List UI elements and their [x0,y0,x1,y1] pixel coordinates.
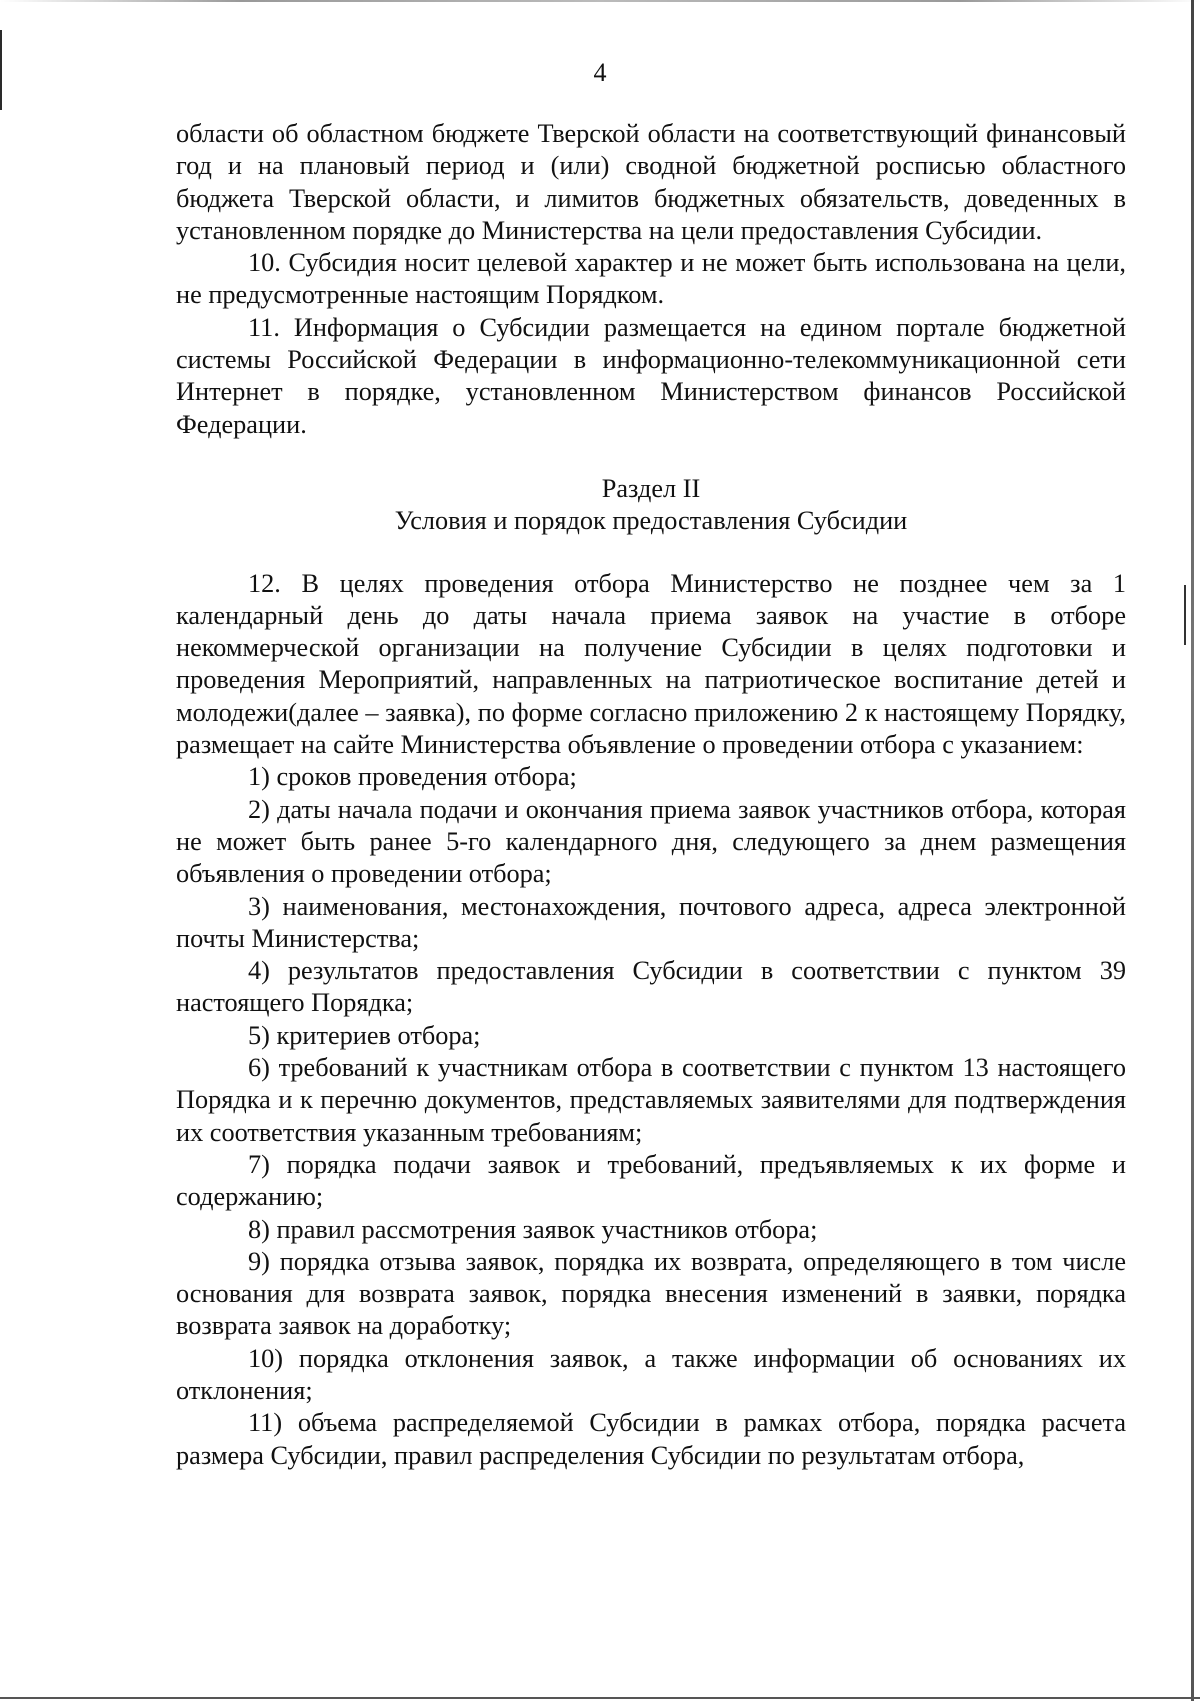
scan-edge-right [1191,0,1194,1701]
paragraph-item-12: 12. В целях проведения отбора Министерство не позднее чем за 1 календарный день до даты начала приема заявок на участие в отборе некоммерческой организации на получение Субсидии в целях подготовки и проведения Мероприятий, направленных на патриотическое воспитание детей и молодежи(далее – заявка), по форме согласно приложению 2 к настоящему Порядку, размещает на сайте Министерства объявление о проведении отбора с указанием: [176,568,1126,760]
list-item: 5) критериев отбора; [248,1020,481,1050]
paragraph-continuation: области об областном бюджете Тверской области на соответствующий финансовый год и на плановый период и (или) сводной бюджетной росписью областного бюджета Тверской области, и лимитов бюджетных обязательств, доведенных в установленном порядке до Министерства на цели предоставления Субсидии. [176,119,1126,245]
document-body [176,118,1126,1472]
section-label: Раздел II [601,473,701,503]
paragraph-item-10: 10. Субсидия носит целевой характер и не может быть использована на цели, не предусмотренные настоящим Порядком. [176,248,1126,310]
scan-edge-top [0,0,1200,2]
list-item: 11) объема распределяемой Субсидии в рамках отбора, порядка расчета размера Субсидии, правил распределения Субсидии по результатам отбора, [176,1408,1126,1470]
list-item: 10) порядка отклонения заявок, а также информации об основаниях их отклонения; [176,1343,1126,1405]
scan-edge-bottom [0,1697,1200,1699]
list-item: 2) даты начала подачи и окончания приема заявок участников отбора, которая не может быть ранее 5-го календарного дня, следующего за днем размещения объявления о проведении отбора; [176,794,1126,889]
list-item: 1) сроков проведения отбора; [248,762,577,792]
list-item: 7) порядка подачи заявок и требований, предъявляемых к их форме и содержанию; [176,1149,1126,1212]
list-item: 8) правил рассмотрения заявок участников отбора; [248,1214,818,1244]
list-item: 9) порядка отзыва заявок, порядка их возврата, определяющего в том числе основания для возврата заявок, порядка внесения изменений в заявки, порядка возврата заявок на доработку; [176,1246,1126,1341]
paragraph-item-11: 11. Информация о Субсидии размещается на едином портале бюджетной системы Российской Федерации в информационно-телекоммуникационной сети Интернет в порядке, установленном Министерством финансов Российской Федерации. [176,312,1126,439]
list-item: 3) наименования, местонахождения, почтового адреса, адреса электронной почты Министерства; [176,891,1126,953]
scan-mark-right [1184,585,1186,645]
list-item: 6) требований к участникам отбора в соответствии с пунктом 13 настоящего Порядка и к перечню документов, представляемых заявителями для подтверждения их соответствия указанным требованиям; [176,1053,1126,1147]
list-item: 4) результатов предоставления Субсидии в соответствии с пунктом 39 настоящего Порядка; [176,956,1126,1018]
section-title: Условия и порядок предоставления Субсидии [394,506,908,536]
page-number: 4 [593,58,607,87]
